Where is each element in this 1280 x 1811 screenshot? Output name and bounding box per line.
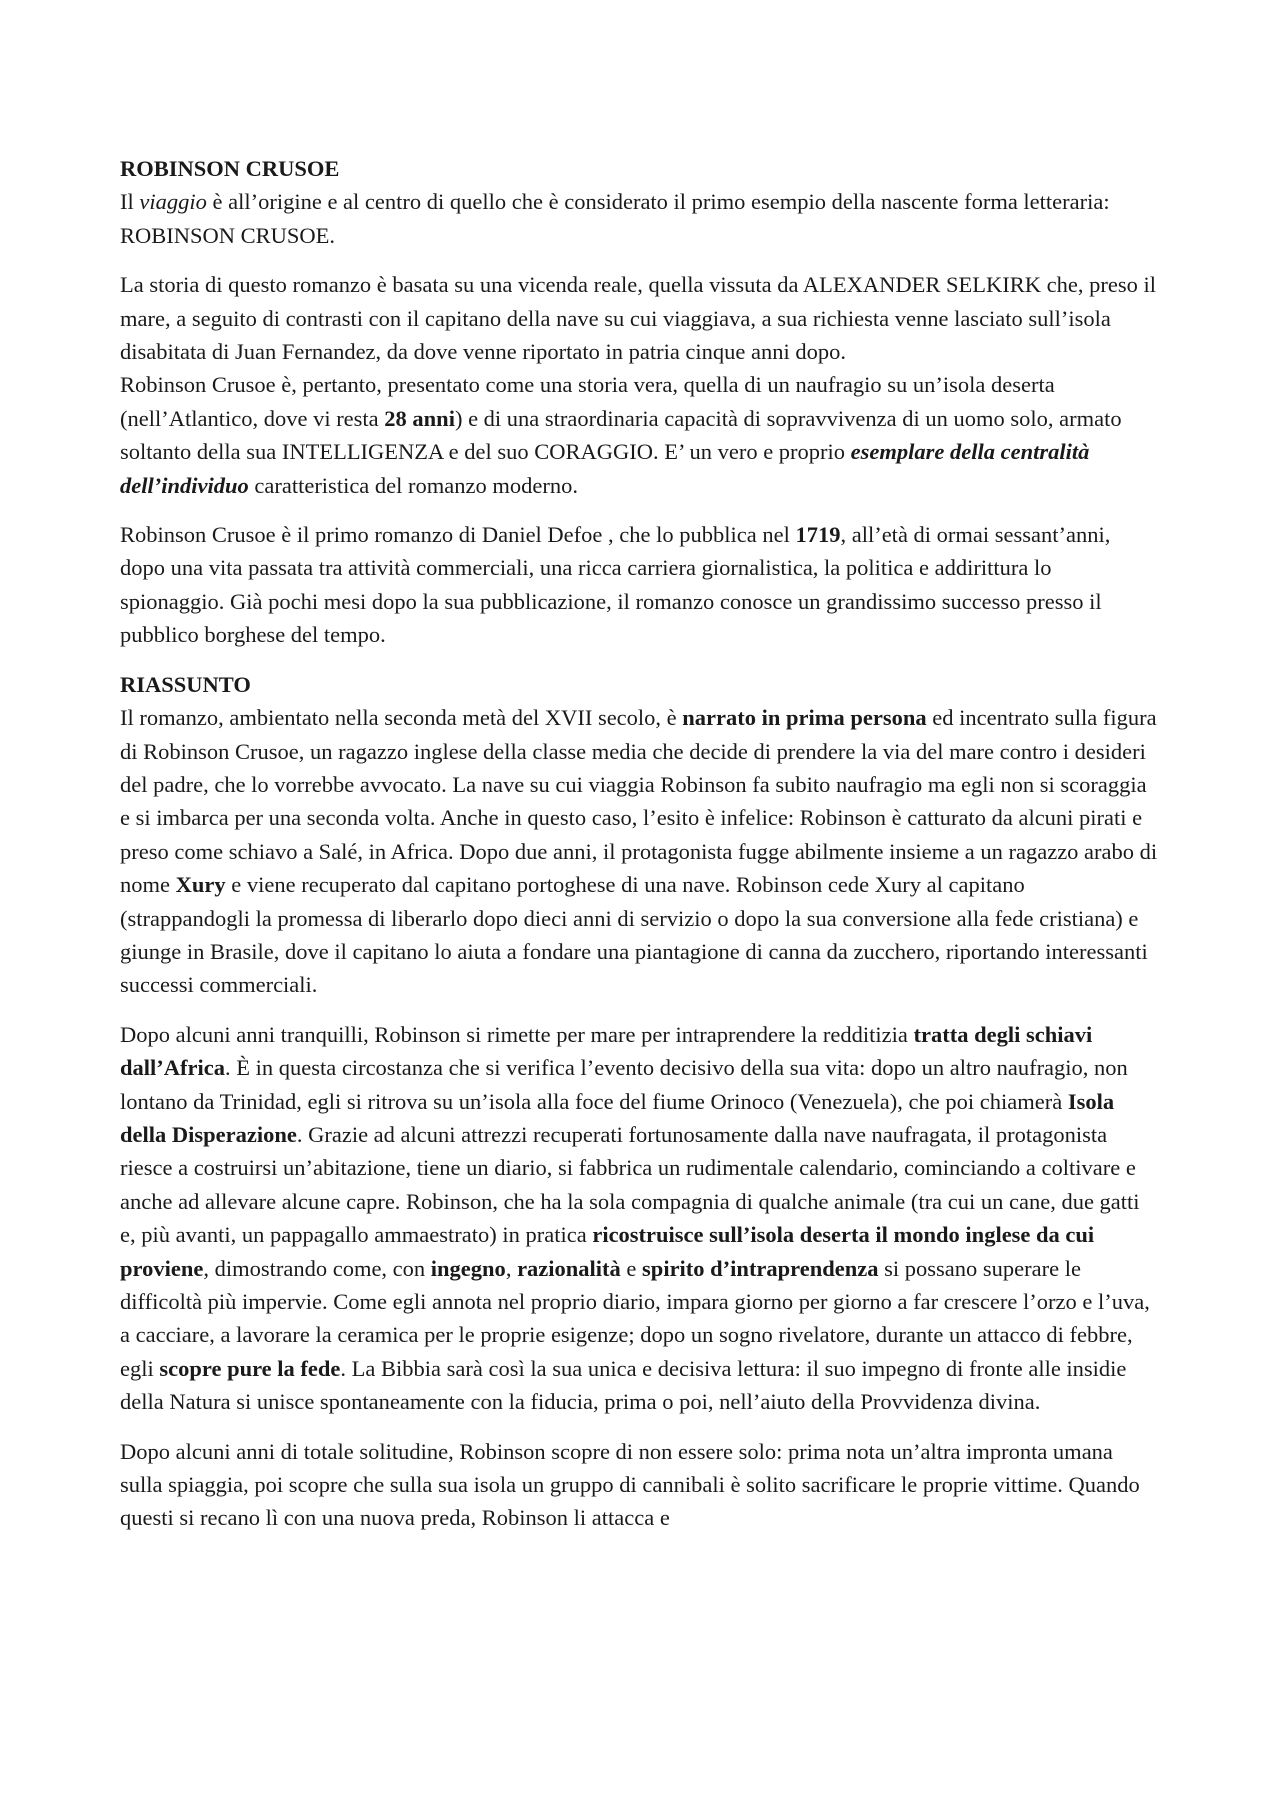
bold-run: ricostruisce sull’isola deserta il mondo inglese da cui proviene: [120, 1222, 1095, 1281]
text-run: ,: [505, 1255, 518, 1281]
bold-italic-run: esemplare della centralità dell’individuo: [120, 439, 1090, 498]
italic-run: viaggio: [139, 189, 207, 215]
text-run: Il: [120, 189, 140, 215]
text-run: Il romanzo, ambientato nella seconda metà del XVII secolo, è: [120, 705, 683, 731]
text-run: . È in questa circostanza che si verifica l’evento decisivo della sua vita: dopo un altro naufragio, non lontano da Trinidad, egli si ritrova su un’isola alla foce del fiume Orinoco (Venezuela), che poi chiamerà: [120, 1055, 1128, 1114]
text-run: , all’età di ormai sessant’anni, dopo una vita passata tra attività commerciali, una ricca carriera giornalistica, la politica e addirittura lo spionaggio. Già pochi mesi dopo la sua pubblicazione, il romanzo conosce un grandissimo successo presso il pubblico borghese del tempo.: [120, 522, 1111, 648]
paragraph-selkirk: [120, 268, 1160, 368]
paragraph-intro: [120, 185, 1160, 252]
text-run: e viene recuperato dal capitano portoghese di una nave. Robinson cede Xury al capitano (strappandogli la promessa di liberarlo dopo dieci anni di servizio o dopo la sua conversione alla fede cristiana) e giunge in Brasile, dove il capitano lo aiuta a fondare una piantagione di canna da zucchero, riportando interessanti successi commerciali.: [120, 872, 1148, 998]
paragraph-gap: [120, 1419, 1160, 1435]
title-heading: ROBINSON CRUSOE: [120, 156, 340, 181]
bold-run: narrato in prima persona: [682, 705, 927, 731]
bold-run: 1719: [795, 522, 841, 548]
paragraph-gap: [120, 252, 1160, 268]
document-page: [120, 152, 1160, 1535]
bold-run: Xury: [175, 872, 226, 898]
bold-run: spirito d’intraprendenza: [642, 1255, 879, 1281]
text-run: Robinson Crusoe è il primo romanzo di Daniel Defoe , che lo pubblica nel: [120, 522, 796, 548]
section-heading-riassunto: RIASSUNTO: [120, 671, 251, 697]
paragraph-summary-2: [120, 1018, 1160, 1419]
paragraph-summary-3: [120, 1435, 1160, 1535]
bold-run: Isola della Disperazione: [120, 1088, 1115, 1147]
text-run: ) e di una straordinaria capacità di sopravvivenza di un uomo solo, armato soltanto della sua INTELLIGENZA e del suo CORAGGIO. E’ un vero e proprio: [120, 405, 1122, 465]
text-run: e: [620, 1255, 643, 1281]
paragraph-gap: [120, 652, 1160, 668]
paragraph-gap: [120, 502, 1160, 518]
text-run: La storia di questo romanzo è basata su una vicenda reale, quella vissuta da ALEXANDER SELKIRK che, preso il mare, a seguito di contrasti con il capitano della nave su cui viaggiava, a sua richiesta venne lasciato sull’isola disabitata di Juan Fernandez, da dove venne riportato in patria cinque anni dopo.: [120, 272, 1156, 365]
text-run: Dopo alcuni anni di totale solitudine, Robinson scopre di non essere solo: prima nota un’altra impronta umana sulla spiaggia, poi scopre che sulla sua isola un gruppo di cannibali è solito sacrificare le proprie vittime. Quando questi si recano lì con una nuova preda, Robinson li attacca e: [120, 1438, 1140, 1531]
text-run: è all’origine e al centro di quello che è considerato il primo esempio della nascente forma letteraria: ROBINSON CRUSOE.: [120, 189, 1110, 248]
bold-run: ingegno: [430, 1255, 506, 1281]
text-run: ed incentrato sulla figura di Robinson Crusoe, un ragazzo inglese della classe media che decide di prendere la via del mare contro i desideri del padre, che lo vorrebbe avvocato. La nave su cui viaggia Robinson fa subito naufragio ma egli non si scoraggia e si imbarca per una seconda volta. Anche in questo caso, l’esito è infelice: Robinson è catturato da alcuni pirati e preso come schiavo a Salé, in Africa. Dopo due anni, il protagonista fugge abilmente insieme a un ragazzo arabo di nome: [120, 705, 1158, 898]
bold-run: razionalità: [517, 1255, 621, 1281]
paragraph-summary-1: [120, 701, 1160, 1002]
text-run: caratteristica del romanzo moderno.: [248, 472, 578, 498]
bold-run: 28 anni: [384, 405, 455, 431]
text-run: Dopo alcuni anni tranquilli, Robinson si rimette per mare per intraprendere la redditizia: [120, 1021, 914, 1047]
paragraph-true-story: [120, 368, 1160, 502]
text-run: . Grazie ad alcuni attrezzi recuperati fortunosamente dalla nave naufragata, il protagonista riesce a costruirsi un’abitazione, tiene un diario, si fabbrica un rudimentale calendario, cominciando a coltivare e anche ad allevare alcune capre. Robinson, che ha la sola compagnia di qualche animale (tra cui un cane, due gatti e, più avanti, un pappagallo ammaestrato) in pratica: [120, 1121, 1140, 1248]
bold-run: scopre pure la fede: [159, 1355, 341, 1381]
text-run: , dimostrando come, con: [203, 1255, 431, 1281]
bold-run: tratta degli schiavi dall’Africa: [120, 1021, 1093, 1081]
text-run: Robinson Crusoe è, pertanto, presentato come una storia vera, quella di un naufragio su un’isola deserta (nell’Atlantico, dove vi resta: [120, 372, 1055, 431]
paragraph-gap: [120, 1002, 1160, 1018]
paragraph-defoe: [120, 518, 1160, 652]
text-run: . La Bibbia sarà così la sua unica e decisiva lettura: il suo impegno di fronte alle insidie della Natura si unisce spontaneamente con la fiducia, prima o poi, nell’aiuto della Provvidenza divina.: [120, 1355, 1127, 1415]
text-run: si possano superare le difficoltà più impervie. Come egli annota nel proprio diario, impara giorno per giorno a far crescere l’orzo e l’uva, a cacciare, a lavorare la ceramica per le proprie esigenze; dopo un sogno rivelatore, durante un attacco di febbre, egli: [120, 1255, 1150, 1381]
